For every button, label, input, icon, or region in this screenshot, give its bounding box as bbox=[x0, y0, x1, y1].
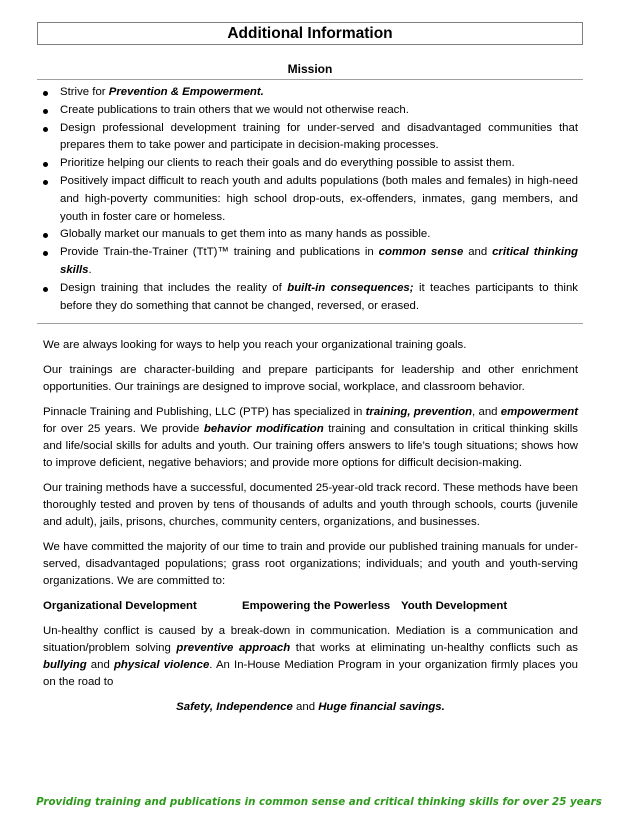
mission-bullet-2: Create publications to train others that we would not otherwise reach. bbox=[37, 102, 578, 120]
page-title: Additional Information bbox=[227, 24, 393, 42]
body-paragraph-3: Pinnacle Training and Publishing, LLC (PTP) has specialized in training, prevention, and empowerment for over 25 years. We provide behavior modification training and consultation in critical thinking skills and life/social skills for adults and youth. Our training offers answers to life’s tough situations; shows how to improve deficient, negative behaviors; and provide more options for difficult decision-making. bbox=[43, 406, 578, 469]
focus-area-youth: Youth Development bbox=[401, 600, 508, 612]
focus-area-empowering: Empowering the Powerless bbox=[242, 600, 391, 612]
mission-top-divider bbox=[37, 79, 583, 80]
body-paragraph-1: We are always looking for ways to help you reach your organizational training goals. bbox=[43, 339, 467, 351]
mission-bullet-7: Provide Train-the-Trainer (TtT)™ training and publications in common sense and critical thinking skills. bbox=[37, 244, 578, 280]
footer-tagline: Providing training and publications in common sense and critical thinking skills for over 25 years bbox=[36, 796, 602, 808]
mission-bullet-1: Strive for Prevention & Empowerment. bbox=[37, 84, 578, 102]
mission-heading: Mission bbox=[287, 62, 333, 76]
mission-bullet-6: Globally market our manuals to get them into as many hands as possible. bbox=[37, 226, 578, 244]
mission-bullet-8: Design training that includes the reality of built-in consequences; it teaches participants to think before they do something that cannot be changed, reversed, or erased. bbox=[37, 280, 578, 316]
body-section bbox=[43, 337, 578, 724]
mission-bullet-3: Design professional development training for under-served and disadvantaged communities that prepares them to take power and participate in decision-making processes. bbox=[37, 120, 578, 156]
focus-area-organizational: Organizational Development bbox=[43, 600, 197, 612]
body-paragraph-2: Our trainings are character-building and prepare participants for leadership and other enrichment opportunities. Our trainings are designed to improve social, workplace, and classroom behavior. bbox=[43, 364, 578, 393]
page-title-box bbox=[37, 22, 583, 45]
focus-areas bbox=[43, 598, 578, 615]
mission-bullet-4: Prioritize helping our clients to reach their goals and do everything possible to assist them. bbox=[37, 155, 578, 173]
mediation-paragraph: Un-healthy conflict is caused by a break-down in communication. Mediation is a communication and situation/problem solving preventive approach that works at eliminating un-healthy conflicts such as bullying and physical violence. An In-House Mediation Program in your organization firmly places you on the road to bbox=[43, 625, 579, 688]
body-paragraph-4: Our training methods have a successful, documented 25-year-old track record. These methods have been thoroughly tested and proven by tens of thousands of adults and youth through schools, courts (juvenile and adult), jails, prisons, churches, community centers, organizations, and businesses. bbox=[43, 482, 578, 528]
mission-list bbox=[37, 84, 578, 315]
closing-line: Safety, Independence and Huge financial savings. bbox=[176, 701, 445, 713]
body-paragraph-5: We have committed the majority of our time to train and provide our published training manuals for under-served, disadvantaged populations; grass root organizations; individuals; and youth and youth-serving organizations. We are committed to: bbox=[43, 541, 578, 587]
mission-bullet-5: Positively impact difficult to reach youth and adults populations (both males and females) in high-need and high-poverty communities: high school drop-outs, ex-offenders, inmates, gang members, and youth in foster care or homeless. bbox=[37, 173, 578, 226]
paragraph-group bbox=[43, 337, 578, 590]
mission-bottom-divider bbox=[37, 323, 583, 324]
